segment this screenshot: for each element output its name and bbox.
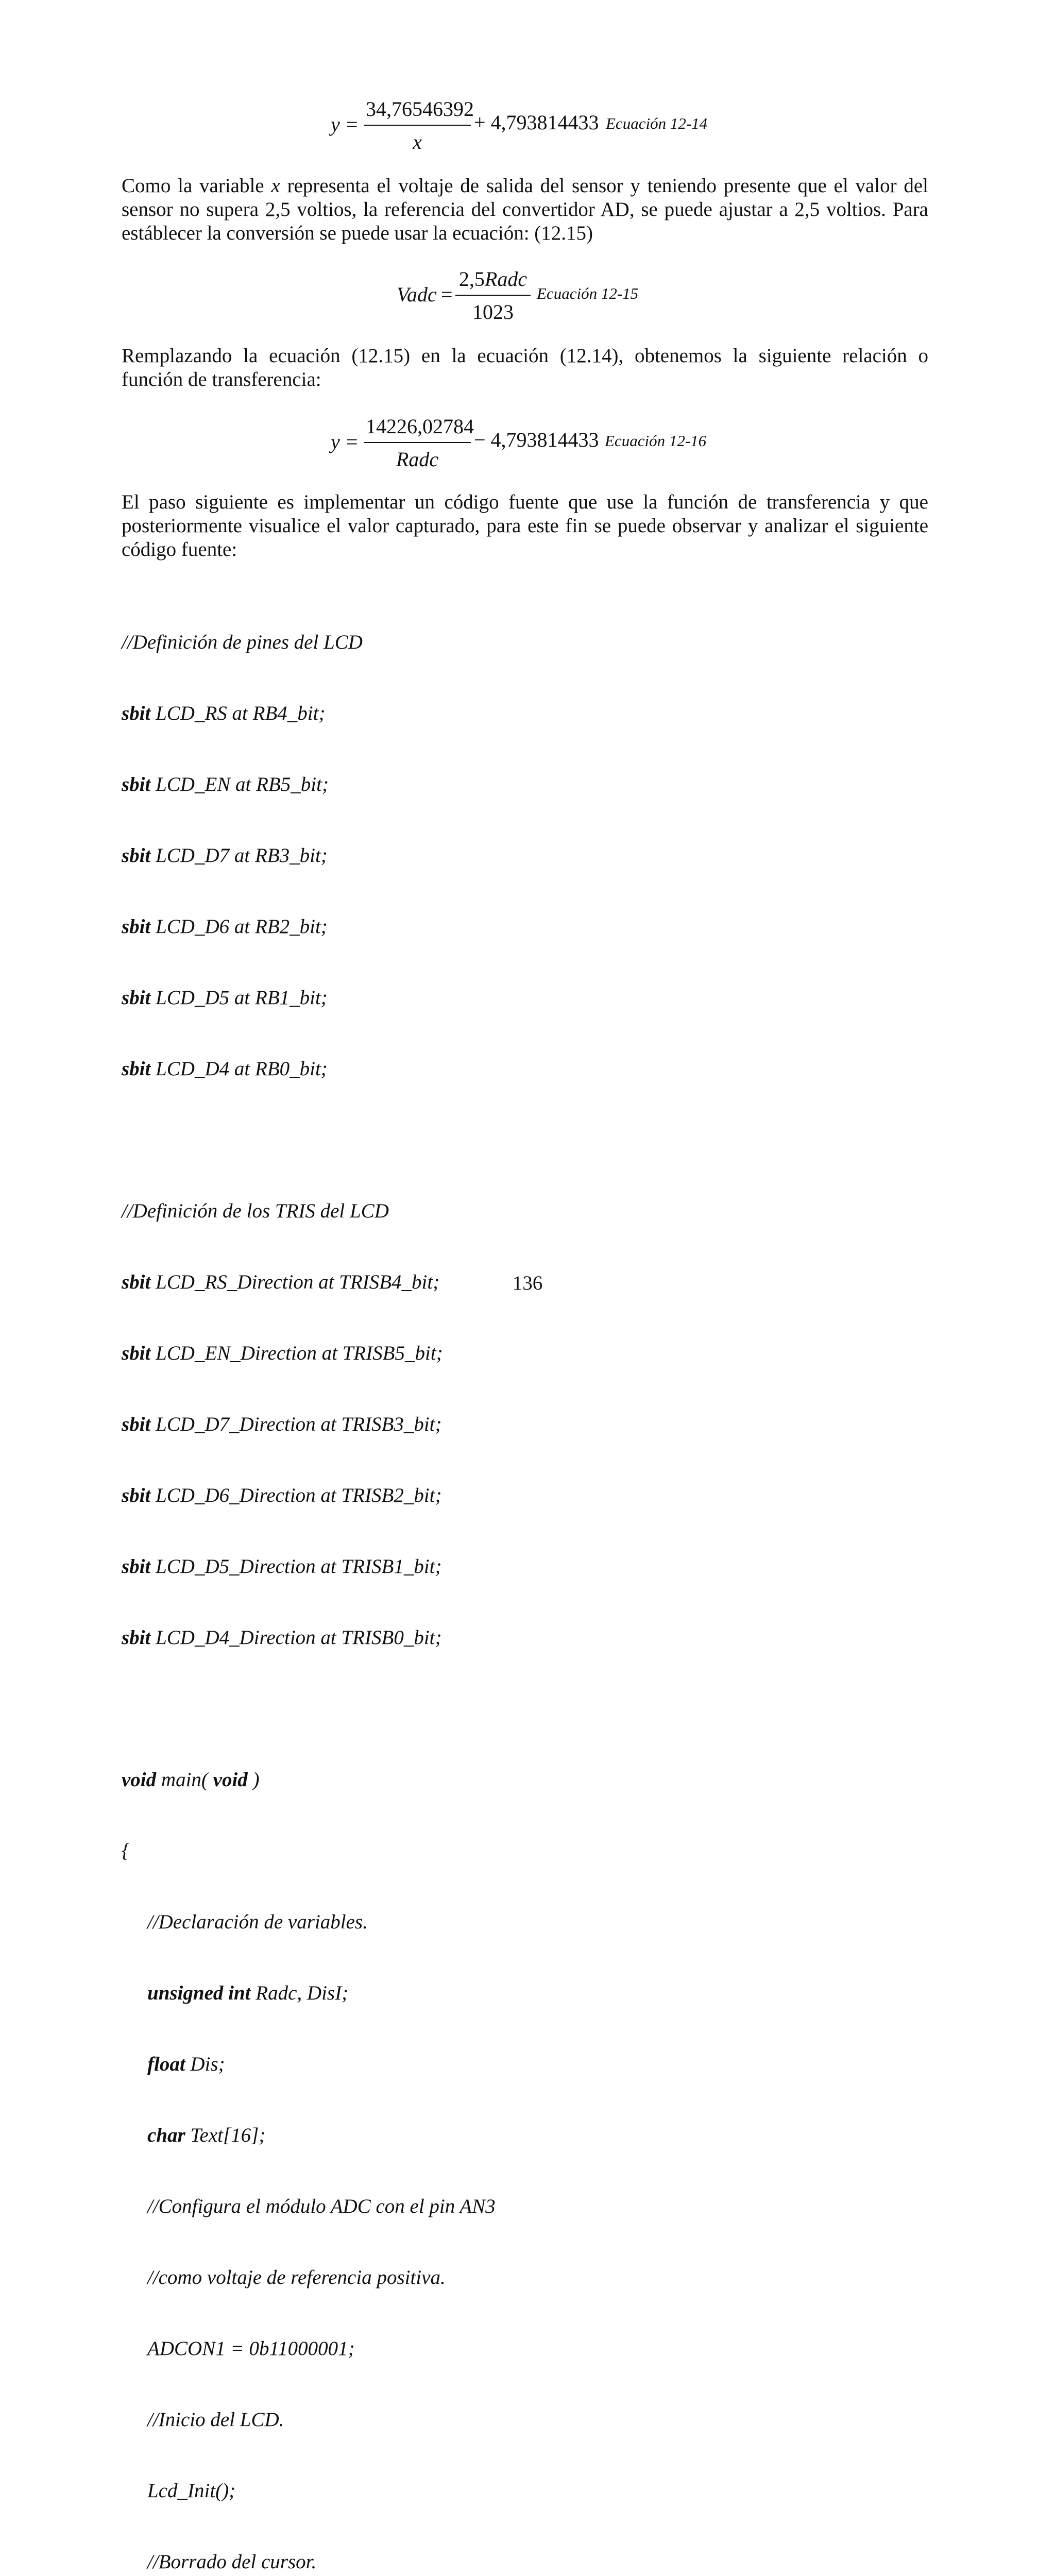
code-keyword: sbit <box>122 1484 151 1506</box>
equation-fraction <box>364 415 474 471</box>
code-blank-line <box>122 1697 496 1721</box>
code-keyword: sbit <box>122 1555 151 1578</box>
equation-label: Ecuación 12-15 <box>537 284 639 302</box>
page-number: 136 <box>512 1272 543 1294</box>
code-open-brace: { <box>122 1840 130 1862</box>
code-keyword: char <box>147 2124 185 2146</box>
code-line <box>122 2124 496 2147</box>
code-line <box>122 844 496 868</box>
numerator-number: 2,5 <box>458 267 485 291</box>
code-line <box>122 702 496 725</box>
fraction-numerator: 14226,02784 <box>364 416 471 443</box>
code-text: LCD_RS at RB4_bit; <box>150 702 326 724</box>
code-keyword: sbit <box>122 844 151 867</box>
code-line <box>122 915 496 939</box>
code-text: LCD_D7 at RB3_bit; <box>150 844 328 867</box>
text-line: sensor no supera 2,5 voltios, la referencia del convertidor AD, se puede ajustar a 2,5 voltios. Para <box>122 198 928 221</box>
paragraph-source-code-intro <box>122 490 928 562</box>
code-comment: //Definición de pines del LCD <box>122 631 363 653</box>
code-line <box>122 1981 496 2005</box>
code-text: ) <box>247 1769 260 1791</box>
equation-tail: − 4,793814433 <box>474 428 599 451</box>
equation-equals: = <box>346 113 358 136</box>
code-keyword: sbit <box>122 987 151 1009</box>
text-fragment: representa el voltaje de salida del sensor y teniendo presente que el valor del <box>280 175 928 197</box>
code-keyword: sbit <box>122 773 151 795</box>
code-line <box>122 1342 496 1365</box>
text-line: código fuente: <box>122 538 237 561</box>
text-line: estáblecer la conversión se puede usar la ecuación: (12.15) <box>122 222 593 244</box>
code-line <box>122 2053 496 2076</box>
code-text: LCD_EN at RB5_bit; <box>150 773 329 795</box>
code-text: LCD_D4 at RB0_bit; <box>150 1058 328 1080</box>
code-listing <box>122 583 496 2576</box>
code-text: Radc, DisI; <box>250 1982 349 2004</box>
code-text: LCD_EN_Direction at TRISB5_bit; <box>150 1342 443 1364</box>
code-keyword: void <box>122 1769 157 1791</box>
code-keyword: unsigned int <box>147 1982 251 2004</box>
code-comment: //Declaración de variables. <box>147 1911 368 1933</box>
equation-equals: = <box>441 283 453 306</box>
equation-equals: = <box>346 430 358 453</box>
code-keyword: sbit <box>122 1413 151 1435</box>
code-keyword: sbit <box>122 1342 151 1364</box>
code-text: LCD_D5 at RB1_bit; <box>150 987 328 1009</box>
code-keyword: sbit <box>122 702 151 724</box>
code-text: Text[16]; <box>185 2124 266 2146</box>
code-line <box>122 1057 496 1081</box>
text-line: Remplazando la ecuación (12.15) en la ecuación (12.14), obtenemos la siguiente relación o <box>122 345 928 367</box>
code-keyword: sbit <box>122 1271 151 1293</box>
code-line: Lcd_Init(); <box>147 2480 236 2502</box>
code-keyword: sbit <box>122 916 151 938</box>
text-line: función de transferencia: <box>122 368 321 391</box>
code-line <box>122 1626 496 1650</box>
code-keyword: float <box>147 2053 185 2075</box>
text-fragment: Como la variable <box>122 175 271 197</box>
code-line <box>122 773 496 796</box>
code-keyword: sbit <box>122 1058 151 1080</box>
code-line-main <box>122 1768 496 1792</box>
equation-lhs: y <box>331 430 340 453</box>
code-text: LCD_D4_Direction at TRISB0_bit; <box>150 1626 442 1649</box>
code-text: LCD_RS_Direction at TRISB4_bit; <box>150 1271 440 1293</box>
code-text: Dis; <box>185 2053 225 2075</box>
code-line <box>122 986 496 1010</box>
code-text: LCD_D7_Direction at TRISB3_bit; <box>150 1413 442 1435</box>
code-text: LCD_D6 at RB2_bit; <box>150 916 328 938</box>
code-line: ADCON1 = 0b11000001; <box>147 2337 355 2360</box>
code-comment: //Borrado del cursor. <box>147 2551 317 2573</box>
numerator-variable: Radc <box>484 267 528 291</box>
code-comment: //como voltaje de referencia positiva. <box>147 2266 446 2289</box>
equation-lhs: Vadc <box>397 283 437 306</box>
code-blank-line <box>122 1128 496 1152</box>
equation-label: Ecuación 12-14 <box>606 114 708 132</box>
variable-x: x <box>271 175 280 197</box>
code-text: main( <box>156 1769 213 1791</box>
fraction-denominator: Radc <box>396 448 439 471</box>
code-text: LCD_D6_Direction at TRISB2_bit; <box>150 1484 442 1506</box>
fraction-numerator: 34,76546392 <box>364 99 471 126</box>
code-line <box>122 1555 496 1579</box>
code-text: LCD_D5_Direction at TRISB1_bit; <box>150 1555 442 1578</box>
code-comment: //Configura el módulo ADC con el pin AN3 <box>147 2195 496 2217</box>
code-line <box>122 1484 496 1507</box>
equation-lhs: y <box>331 113 340 136</box>
equation-12-16 <box>0 0 1055 489</box>
equation-label: Ecuación 12-16 <box>605 432 707 450</box>
code-comment: //Inicio del LCD. <box>147 2409 284 2431</box>
fraction-denominator: x <box>413 130 422 154</box>
fraction-denominator: 1023 <box>472 300 514 324</box>
equation-tail: + 4,793814433 <box>474 111 599 134</box>
code-keyword: sbit <box>122 1626 151 1649</box>
code-keyword: void <box>213 1769 248 1791</box>
code-line <box>122 1413 496 1436</box>
text-line: El paso siguiente es implementar un código fuente que use la función de transferencia y que <box>122 491 928 513</box>
code-comment: //Definición de los TRIS del LCD <box>122 1200 389 1222</box>
text-line: posteriormente visualice el valor capturado, para este fin se puede observar y analizar el siguiente <box>122 515 928 537</box>
